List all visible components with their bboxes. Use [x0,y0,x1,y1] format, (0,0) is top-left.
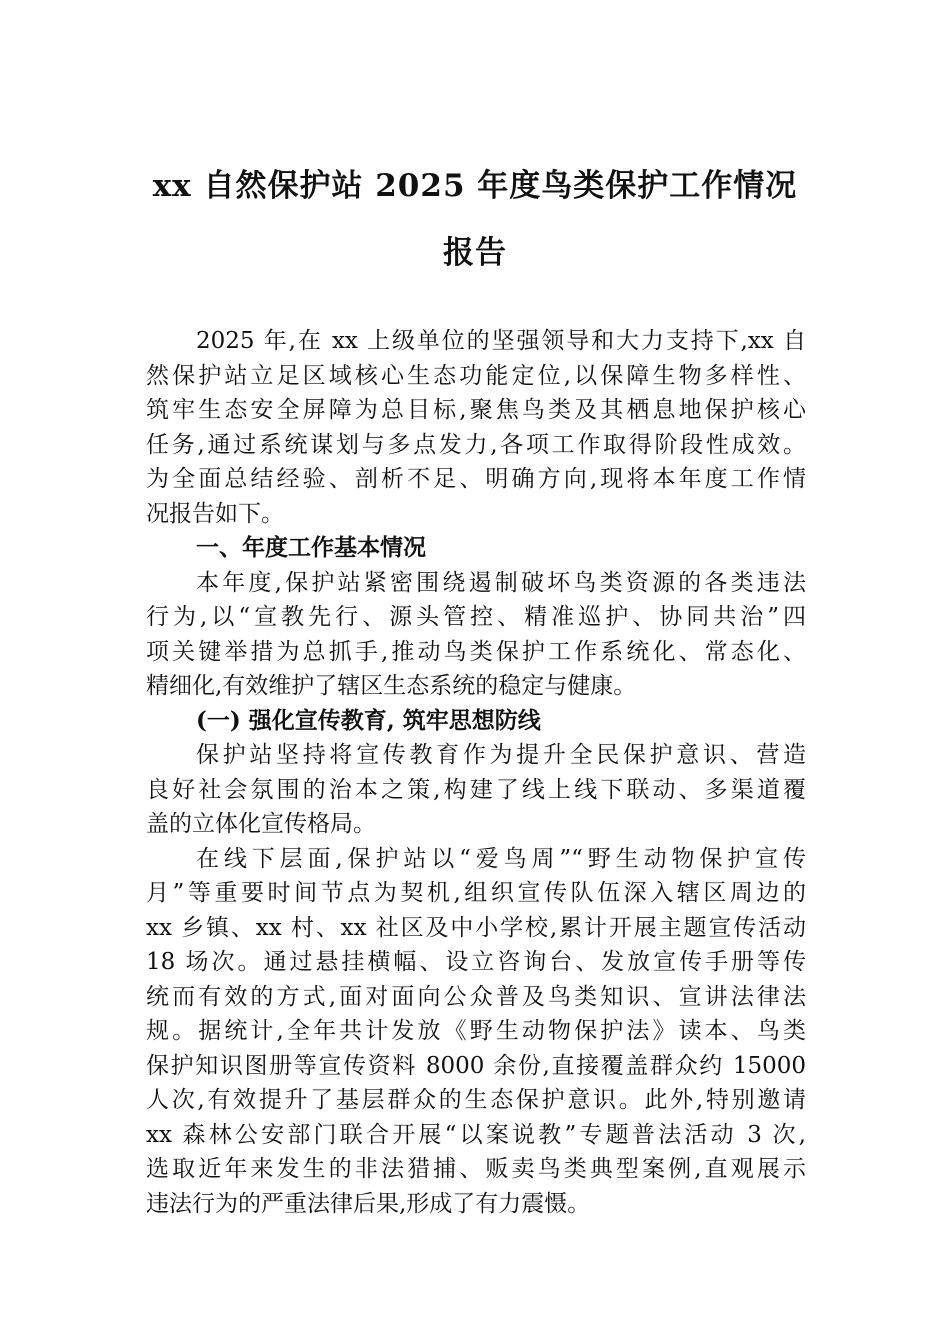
paragraph-line: 2025 年,在 xx 上级单位的坚强领导和大力支持下,xx 自 [196,328,806,354]
paragraph-line: 人次,有效提升了基层群众的生态保护意识。此外,特别邀请 [146,1087,806,1113]
paragraph-line: 本年度,保护站紧密围绕遏制破坏鸟类资源的各类违法 [196,569,806,596]
paragraph-line: 项关键举措为总抓手,推动鸟类保护工作系统化、常态化、 [146,638,806,665]
paragraph-line: 然保护站立足区域核心生态功能定位,以保障生物多样性、 [146,362,806,389]
paragraph-line: 统而有效的方式,面对面向公众普及鸟类知识、宣讲法律法 [146,983,806,1010]
paragraph-line: 保护知识图册等宣传资料 8000 余份,直接覆盖群众约 15000 [146,1052,806,1079]
paragraph-line: 规。据统计,全年共计发放《野生动物保护法》读本、鸟类 [146,1018,806,1044]
paragraph-line: 18 场次。通过悬挂横幅、设立咨询台、发放宣传手册等传 [146,949,806,975]
paragraph-line: 盖的立体化宣传格局。 [146,811,376,837]
paragraph-line: xx 乡镇、xx 村、xx 社区及中小学校,累计开展主题宣传活动 [146,914,806,941]
paragraph-line: 良好社会氛围的治本之策,构建了线上线下联动、多渠道覆 [146,776,806,803]
paragraph-line: 违法行为的严重法律后果,形成了有力震慑。 [146,1190,591,1217]
paragraph-line: 精细化,有效维护了辖区生态系统的稳定与健康。 [146,673,637,699]
document-title-line-1: xx 自然保护站 2025 年度鸟类保护工作情况 [152,168,798,204]
paragraph-line: 在线下层面,保护站以“爱鸟周”“野生动物保护宣传 [196,845,806,872]
paragraph-line: 选取近年来发生的非法猎捕、贩卖鸟类典型案例,直观展示 [146,1156,806,1182]
paragraph-line: 为全面总结经验、剖析不足、明确方向,现将本年度工作情 [146,466,806,492]
paragraph-line: 任务,通过系统谋划与多点发力,各项工作取得阶段性成效。 [146,431,806,458]
paragraph-line: 筑牢生态安全屏障为总目标,聚焦鸟类及其栖息地保护核心 [146,397,806,423]
document-body [146,324,806,1221]
paragraph-line: 行为,以“宣教先行、源头管控、精准巡护、协同共治”四 [146,604,806,630]
paragraph-line: 保护站坚持将宣传教育作为提升全民保护意识、营造 [196,742,806,768]
paragraph-line: 月”等重要时间节点为契机,组织宣传队伍深入辖区周边的 [146,880,806,906]
subsection-heading: (一) 强化宣传教育, 筑牢思想防线 [196,706,541,734]
paragraph-line: xx 森林公安部门联合开展“以案说教”专题普法活动 3 次, [146,1121,806,1148]
document-title-line-2: 报告 [443,235,507,271]
paragraph-line: 况报告如下。 [146,500,284,527]
section-heading: 一、年度工作基本情况 [196,535,426,561]
